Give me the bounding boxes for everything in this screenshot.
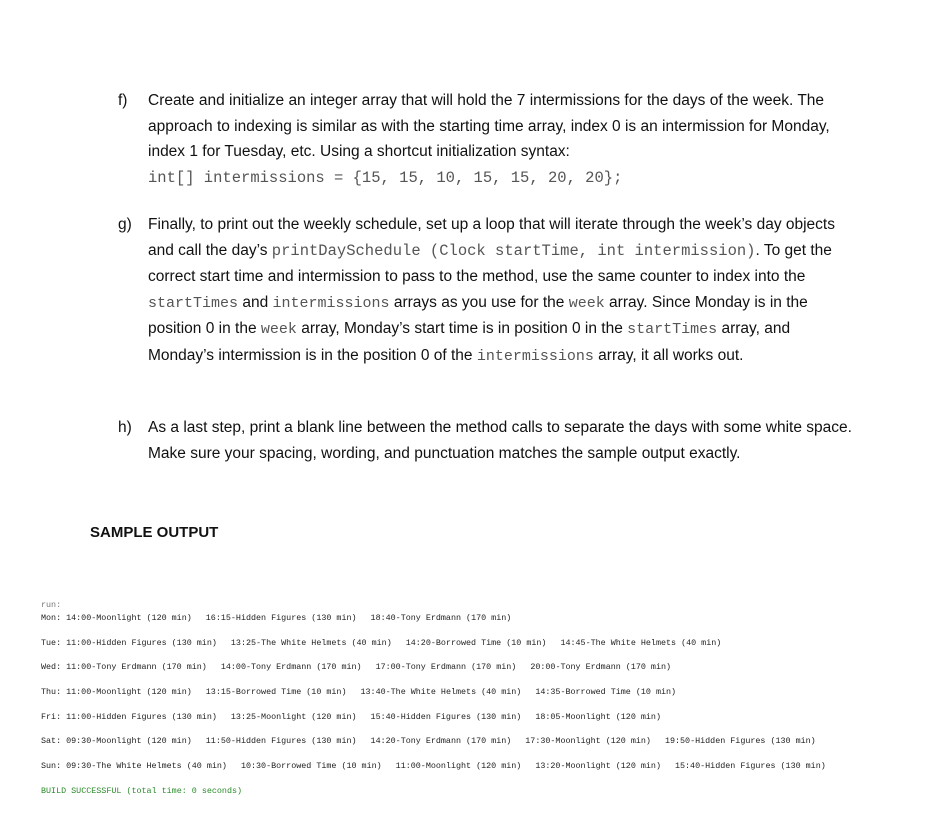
output-schedule-entry: 14:20-Tony Erdmann (170 min) xyxy=(370,736,512,747)
step-f-code: int[] intermissions = {15, 15, 10, 15, 15, 20, 20}; xyxy=(148,168,623,187)
step-f xyxy=(118,88,858,191)
output-day-label: Wed: xyxy=(41,662,62,673)
step-g-code-week: week xyxy=(568,294,605,312)
output-schedule-entry: 18:05-Moonlight (120 min) xyxy=(535,711,661,722)
output-schedule-entry: 15:40-Hidden Figures (130 min) xyxy=(370,711,522,722)
output-schedule-entry: 11:00-Hidden Figures (130 min) xyxy=(66,637,217,648)
output-schedule-entry: 11:50-Hidden Figures (130 min) xyxy=(205,736,357,747)
step-h-letter: h) xyxy=(118,419,132,436)
step-g-text-3: and xyxy=(238,293,273,311)
output-line xyxy=(41,710,921,735)
output-schedule-entry: 13:15-Borrowed Time (10 min) xyxy=(205,687,347,698)
output-schedule-entry: 14:00-Moonlight (120 min) xyxy=(66,613,192,623)
output-day-label: Sun: xyxy=(41,761,62,772)
output-day-label: Tue: xyxy=(41,637,62,648)
step-g-code-intermissions: intermissions xyxy=(272,294,390,312)
output-schedule-entry: 10:30-Borrowed Time (10 min) xyxy=(240,761,382,772)
output-lines xyxy=(41,611,921,784)
sample-output-heading: SAMPLE OUTPUT xyxy=(90,524,219,541)
output-schedule-entry: 11:00-Tony Erdmann (170 min) xyxy=(66,662,207,673)
step-h-text: As a last step, print a blank line between the method calls to separate the days with some white space. Make sure your spacing, wording, and punctuation matches the sample output exactly. xyxy=(148,419,852,462)
output-schedule-entry: 17:30-Moonlight (120 min) xyxy=(525,736,651,747)
output-schedule-entry: 14:35-Borrowed Time (10 min) xyxy=(535,687,677,698)
step-g-text-8: array, it all works out. xyxy=(593,346,744,364)
output-schedule-entry: 09:30-Moonlight (120 min) xyxy=(66,736,192,747)
output-day-label: Mon: xyxy=(41,613,62,623)
output-schedule-entry: 13:25-Moonlight (120 min) xyxy=(230,711,357,722)
output-schedule-entry: 16:15-Hidden Figures (130 min) xyxy=(205,613,357,623)
output-day-label: Fri: xyxy=(41,711,62,722)
output-schedule-entry: 14:20-Borrowed Time (10 min) xyxy=(405,637,547,648)
output-line xyxy=(41,660,921,685)
output-schedule-entry: 19:50-Hidden Figures (130 min) xyxy=(664,736,816,747)
output-day-label: Thu: xyxy=(41,687,62,698)
step-g-letter: g) xyxy=(118,216,132,233)
step-g xyxy=(118,212,858,369)
output-schedule-entry: 14:00-Tony Erdmann (170 min) xyxy=(220,662,362,673)
step-g-code-starttimes: startTimes xyxy=(148,294,239,312)
output-line xyxy=(41,611,921,636)
run-label: run: xyxy=(41,600,62,610)
output-schedule-entry: 14:45-The White Helmets (40 min) xyxy=(560,637,722,648)
output-day-label: Sat: xyxy=(41,736,62,747)
output-schedule-entry: 20:00-Tony Erdmann (170 min) xyxy=(530,662,672,673)
console-output xyxy=(41,599,921,798)
step-g-code-method: printDaySchedule (Clock startTime, int intermission) xyxy=(271,241,756,260)
output-schedule-entry: 11:00-Moonlight (120 min) xyxy=(66,687,192,698)
step-g-text-6: array, Monday’s start time is in position 0 in the xyxy=(296,320,628,337)
step-g-text-7: array, and Monday’s intermission is in the position 0 of the xyxy=(148,320,791,364)
output-schedule-entry: 18:40-Tony Erdmann (170 min) xyxy=(370,613,512,623)
step-g-text-5: array. Since Monday is in the position 0 in the xyxy=(148,293,808,337)
output-line xyxy=(41,759,921,784)
step-g-code-week-2: week xyxy=(260,321,297,338)
output-line xyxy=(41,734,921,759)
step-f-text: Create and initialize an integer array that will hold the 7 intermissions for the days of the week. The approach to indexing is similar as with the starting time array, index 0 is an intermission for Monday, index 1 for Tuesday, etc. Using a shortcut initialization syntax: xyxy=(148,92,830,160)
step-g-code-starttimes-2: startTimes xyxy=(627,321,718,338)
step-g-code-intermissions-2: intermissions xyxy=(476,347,594,365)
output-schedule-entry: 13:20-Moonlight (120 min) xyxy=(535,761,661,772)
output-schedule-entry: 15:40-Hidden Figures (130 min) xyxy=(674,761,826,772)
output-schedule-entry: 11:00-Moonlight (120 min) xyxy=(395,761,522,772)
step-f-letter: f) xyxy=(118,92,128,109)
output-schedule-entry: 09:30-The White Helmets (40 min) xyxy=(66,761,227,772)
output-schedule-entry: 13:25-The White Helmets (40 min) xyxy=(230,637,392,648)
output-schedule-entry: 17:00-Tony Erdmann (170 min) xyxy=(375,662,517,673)
step-g-text-4: arrays as you use for the xyxy=(389,293,569,311)
step-h xyxy=(118,415,858,466)
output-line xyxy=(41,685,921,710)
output-schedule-entry: 13:40-The White Helmets (40 min) xyxy=(360,687,522,698)
build-status: BUILD SUCCESSFUL (total time: 0 seconds) xyxy=(41,785,243,796)
step-g-text-1: Finally, to print out the weekly schedule, set up a loop that will iterate through the week’s day objects and call the day’s xyxy=(148,216,835,259)
output-line xyxy=(41,636,921,661)
output-schedule-entry: 11:00-Hidden Figures (130 min) xyxy=(66,711,217,722)
step-g-text-2: . To get the correct start time and intermission to pass to the method, use the same counter to index into the xyxy=(148,241,832,285)
